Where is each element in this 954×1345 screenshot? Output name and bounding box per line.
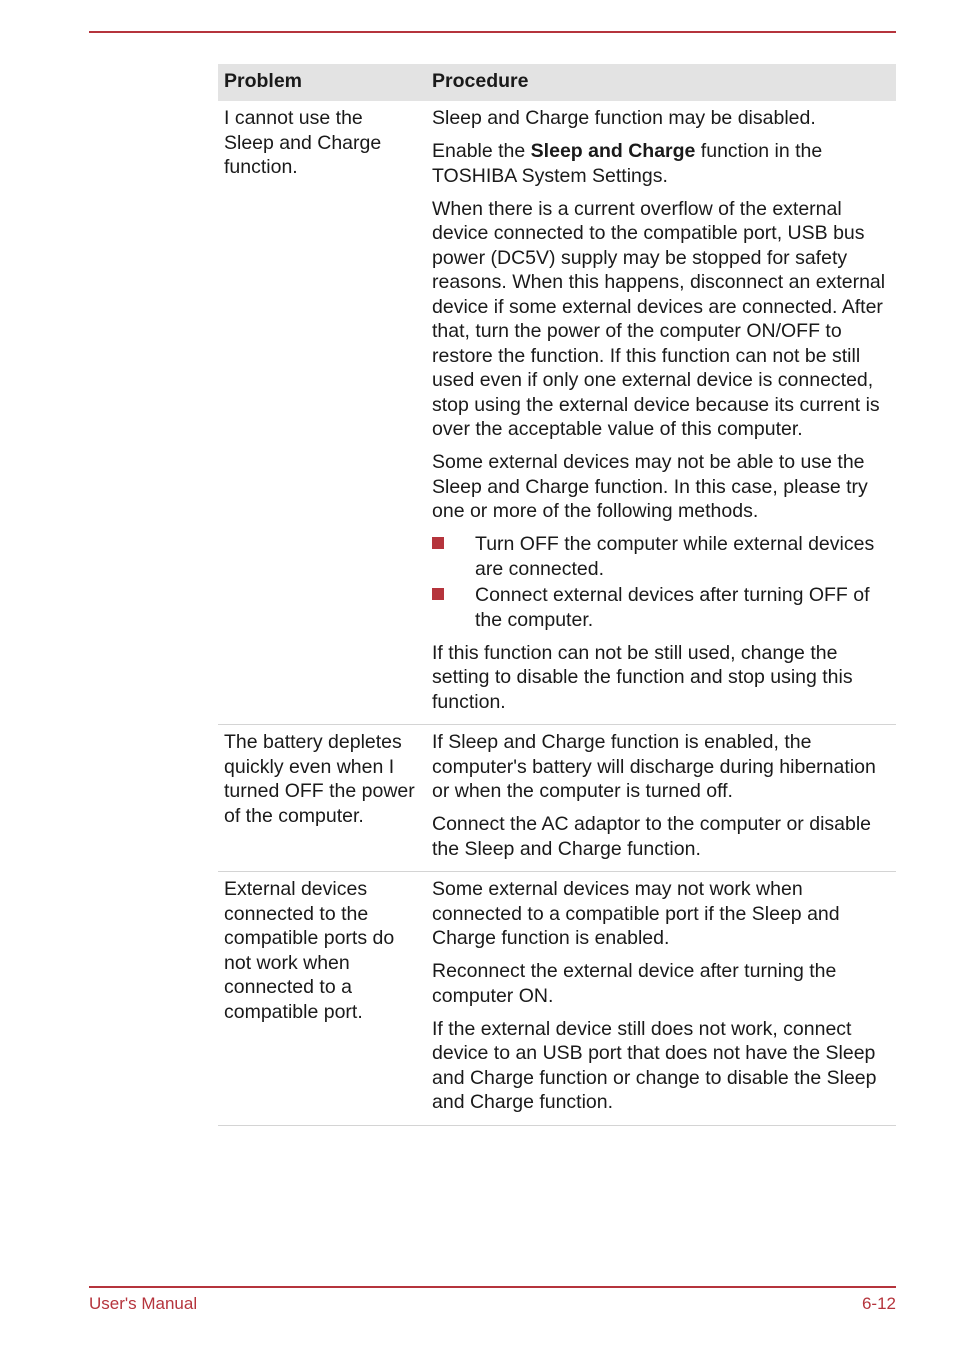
table-header-row [218, 64, 896, 101]
setting-name: Sleep and Charge [530, 140, 696, 162]
table-row [218, 725, 896, 872]
list-item-text: Connect external devices after turning OFF of the computer. [475, 584, 870, 631]
procedure-paragraph: When there is a current overflow of the external device connected to the compatible port, USB bus power (DC5V) supply may be stopped for safety reasons. When this happens, disconnect an external device if some external devices are connected. After that, turn the power of the computer ON/OFF to restore the function. If this function can not be still used even if only one external device is connected, stop using the external device because its current is over the acceptable value of this computer. [432, 197, 886, 440]
problem-cell: I cannot use the Sleep and Charge function. [218, 101, 422, 725]
problem-column-header: Problem [218, 64, 422, 101]
procedure-column-header: Procedure [422, 64, 896, 101]
procedure-paragraph: Some external devices may not be able to use the Sleep and Charge function. In this case, please try one or more of the following methods. [432, 451, 868, 522]
troubleshooting-table [218, 64, 896, 1126]
procedure-cell [422, 101, 896, 725]
square-bullet-icon [432, 588, 444, 600]
table-row [218, 101, 896, 725]
problem-cell: The battery depletes quickly even when I turned OFF the power of the computer. [218, 725, 422, 872]
procedure-cell [422, 872, 896, 1126]
list-item [432, 532, 892, 581]
text-run: Enable the [432, 140, 531, 162]
problem-cell: External devices connected to the compatible ports do not work when connected to a compatible port. [218, 872, 422, 1126]
method-list [432, 532, 892, 632]
procedure-paragraph: If the external device still does not work, connect device to an USB port that does not have the Sleep and Charge function or change to disable the Sleep and Charge function. [432, 1017, 877, 1113]
procedure-cell [422, 725, 896, 872]
table-row [218, 872, 896, 1126]
text-run: function in the TOSHIBA System Settings. [432, 140, 823, 187]
procedure-paragraph: If this function can not be still used, change the setting to disable the function and stop using this function. [432, 641, 853, 713]
manual-title: User's Manual [89, 1294, 198, 1313]
header-rule [89, 31, 896, 33]
procedure-paragraph [432, 139, 892, 188]
list-item-text: Turn OFF the computer while external devices are connected. [475, 533, 875, 580]
procedure-paragraph: Connect the AC adaptor to the computer or disable the Sleep and Charge function. [432, 813, 872, 860]
procedure-paragraph: If Sleep and Charge function is enabled, the computer's battery will discharge during hibernation or when the computer is turned off. [432, 731, 876, 802]
list-item [432, 583, 892, 632]
page-number: 6-12 [861, 1294, 896, 1313]
footer-rule [89, 1286, 896, 1288]
procedure-paragraph: Sleep and Charge function may be disabled. [432, 107, 816, 129]
procedure-paragraph: Some external devices may not work when connected to a compatible port if the Sleep and Charge function is enabled. [432, 878, 840, 949]
square-bullet-icon [432, 537, 444, 549]
procedure-paragraph: Reconnect the external device after turning the computer ON. [432, 960, 837, 1007]
